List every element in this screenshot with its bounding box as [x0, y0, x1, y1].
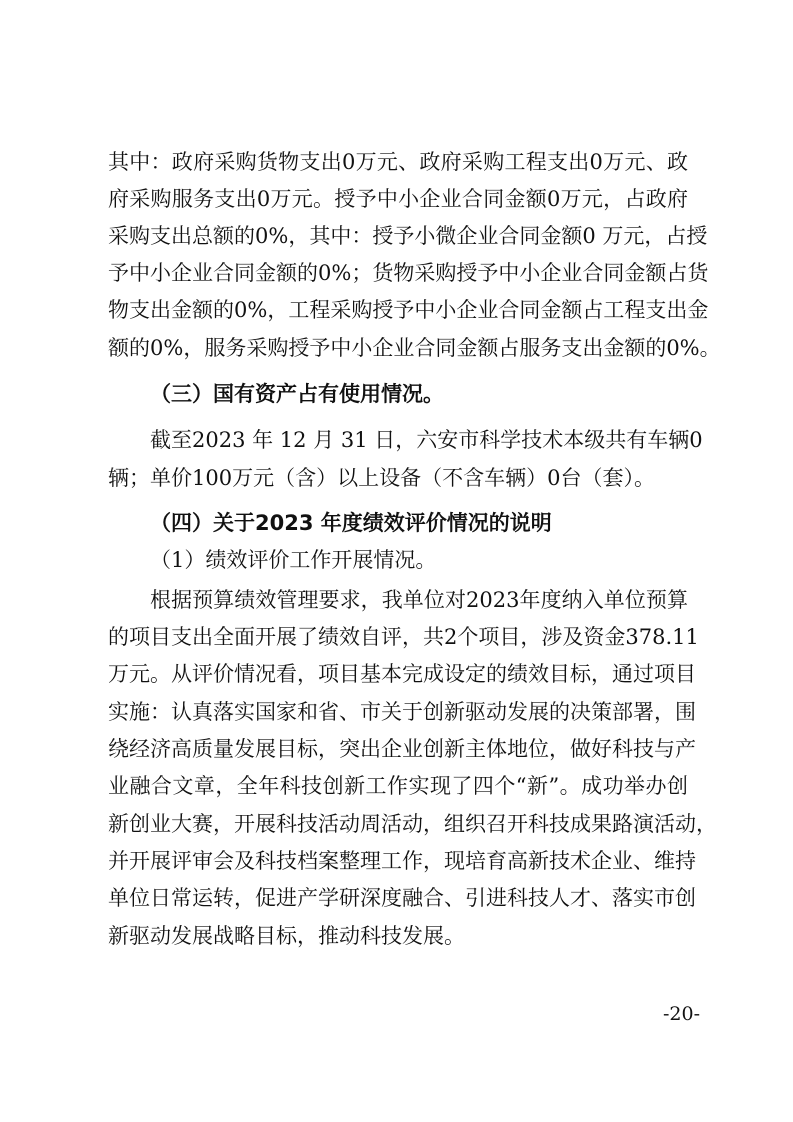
paragraph-line: 辆；单价100万元（含）以上设备（不含车辆）0台（套）。 — [108, 466, 655, 490]
paragraph-line: 予中小企业合同金额的0%；货物采购授予中小企业合同金额占货 — [108, 261, 709, 285]
paragraph-line: 新创业大赛，开展科技活动周活动，组织召开科技成果路演活动， — [108, 812, 717, 836]
paragraph-line: 额的0%，服务采购授予中小企业合同金额占服务支出金额的0%。 — [108, 336, 721, 360]
paragraph-line: 业融合文章，全年科技创新工作实现了四个“新”。成功举办创 — [108, 774, 688, 798]
paragraph-line: 单位日常运转，促进产学研深度融合、引进科技人才、落实市创 — [108, 886, 696, 910]
paragraph-line: 府采购服务支出0万元。授予中小企业合同金额0万元，占政府 — [108, 187, 688, 211]
paragraph-line: 的项目支出全面开展了绩效自评，共2个项目，涉及资金378.11 — [108, 625, 699, 649]
paragraph-line: 根据预算绩效管理要求，我单位对2023年度纳入单位预算 — [150, 588, 688, 612]
subsection-heading: （1）绩效评价工作开展情况。 — [150, 548, 437, 572]
paragraph-line: 新驱动发展战略目标，推动科技发展。 — [108, 924, 465, 948]
paragraph-line: 万元。从评价情况看，项目基本完成设定的绩效目标，通过项目 — [108, 662, 696, 686]
paragraph-line: 物支出金额的0%，工程采购授予中小企业合同金额占工程支出金 — [108, 298, 709, 322]
section-heading: （四）关于2023 年度绩效评价情况的说明 — [150, 511, 552, 535]
paragraph-line: 其中：政府采购货物支出0万元、政府采购工程支出0万元、政 — [108, 150, 688, 174]
paragraph-line: 采购支出总额的0%，其中：授予小微企业合同金额0 万元，占授 — [108, 224, 708, 248]
paragraph-line: 实施：认真落实国家和省、市关于创新驱动发展的决策部署，围 — [108, 700, 696, 724]
paragraph-line: 截至2023 年 12 月 31 日，六安市科学技术本级共有车辆0 — [150, 428, 703, 452]
paragraph-line: 并开展评审会及科技档案整理工作，现培育高新技术企业、维持 — [108, 849, 696, 873]
section-heading: （三）国有资产占有使用情况。 — [150, 382, 444, 406]
paragraph-line: 绕经济高质量发展目标，突出企业创新主体地位，做好科技与产 — [108, 737, 696, 761]
page-number: -20- — [662, 1003, 700, 1025]
